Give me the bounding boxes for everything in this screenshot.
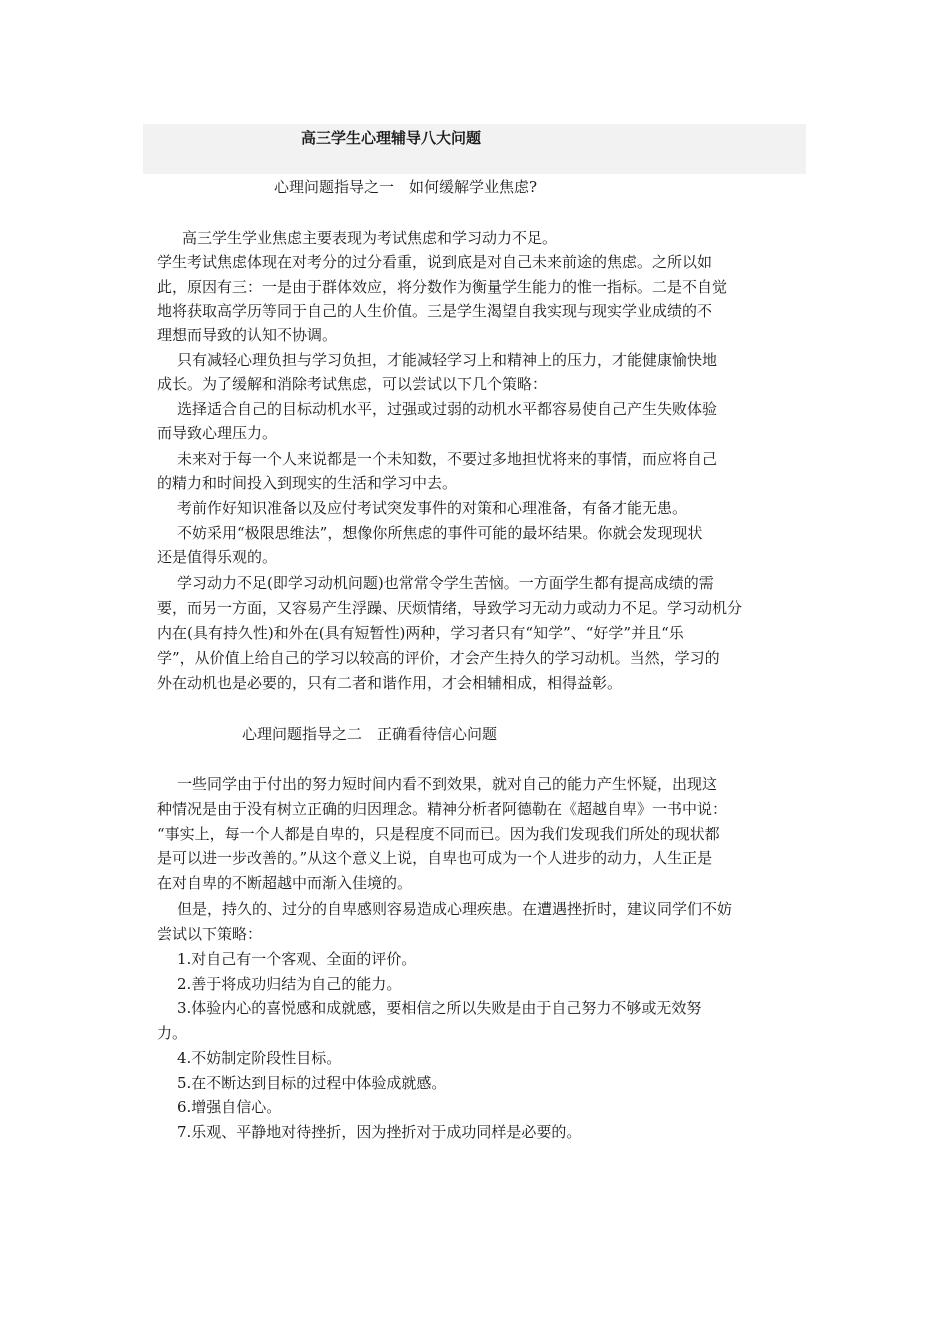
paragraph-line: 地将获取高学历等同于自己的人生价值。三是学生渴望自我实现与现实学业成绩的不 (157, 302, 713, 320)
paragraph-line: 但是，持久的、过分的自卑感则容易造成心理疾患。在遭遇挫折时，建议同学们不妨 (177, 900, 733, 918)
paragraph-line: “事实上，每一个人都是自卑的，只是程度不同而已。因为我们发现我们所处的现状都 (157, 825, 720, 843)
list-item: 5.在不断达到目标的过程中体验成就感。 (177, 1074, 447, 1092)
paragraph-line: 不妨采用“极限思维法”，想像你所焦虑的事件可能的最坏结果。你就会发现现状 (177, 524, 703, 542)
list-item: 7.乐观、平静地对待挫折，因为挫折对于成功同样是必要的。 (177, 1123, 582, 1141)
document-title: 高三学生心理辅导八大问题 (301, 129, 482, 147)
paragraph-line: 还是值得乐观的。 (157, 548, 278, 566)
list-item: 3.体验内心的喜悦感和成就感，要相信之所以失败是由于自己努力不够或无效努 (177, 999, 702, 1017)
paragraph-line: 学生考试焦虑体现在对考分的过分看重，说到底是对自己未来前途的焦虑。之所以如 (157, 253, 713, 271)
section-2-heading: 心理问题指导之二 正确看待信心问题 (242, 725, 498, 743)
paragraph-line: 考前作好知识准备以及应付考试突发事件的对策和心理准备，有备才能无患。 (177, 499, 688, 517)
paragraph-line: 外在动机也是必要的，只有二者和谐作用，才会相辅相成，相得益彰。 (157, 674, 623, 692)
paragraph-line: 的精力和时间投入到现实的生活和学习中去。 (157, 474, 458, 492)
paragraph-line: 未来对于每一个人来说都是一个未知数，不要过多地担忧将来的事情，而应将自己 (177, 450, 718, 468)
section-1-heading: 心理问题指导之一 如何缓解学业焦虑? (274, 178, 538, 196)
list-item: 4.不妨制定阶段性目标。 (177, 1049, 342, 1067)
paragraph-line: 只有减轻心理负担与学习负担，才能减轻学习上和精神上的压力，才能健康愉快地 (177, 351, 718, 369)
paragraph-line: 在对自卑的不断超越中而渐入佳境的。 (157, 874, 413, 892)
paragraph-line: 理想而导致的认知不协调。 (157, 326, 338, 344)
list-item: 力。 (157, 1024, 188, 1042)
paragraph-line: 种情况是由于没有树立正确的归因理念。精神分析者阿德勒在《超越自卑》一书中说： (157, 800, 728, 818)
paragraph-line: 而导致心理压力。 (157, 424, 278, 442)
paragraph-line: 此，原因有三：一是由于群体效应，将分数作为衡量学生能力的惟一指标。二是不自觉 (157, 278, 728, 296)
paragraph-line: 学”，从价值上给自己的学习以较高的评价，才会产生持久的学习动机。当然，学习的 (157, 649, 720, 667)
list-item: 1.对自己有一个客观、全面的评价。 (177, 950, 417, 968)
paragraph-line: 是可以进一步改善的。”从这个意义上说，自卑也可成为一个人进步的动力，人生正是 (157, 849, 713, 867)
paragraph-line: 尝试以下策略： (157, 925, 263, 943)
paragraph-line: 要，而另一方面，又容易产生浮躁、厌烦情绪，导致学习无动力或动力不足。学习动机分 (157, 599, 743, 617)
paragraph-line: 一些同学由于付出的努力短时间内看不到效果，就对自己的能力产生怀疑，出现这 (177, 775, 718, 793)
list-item: 2.善于将成功归结为自己的能力。 (177, 975, 402, 993)
paragraph-line: 高三学生学业焦虑主要表现为考试焦虑和学习动力不足。 (182, 229, 558, 247)
list-item: 6.增强自信心。 (177, 1098, 282, 1116)
paragraph-line: 选择适合自己的目标动机水平，过强或过弱的动机水平都容易使自己产生失败体验 (177, 400, 718, 418)
paragraph-line: 学习动力不足(即学习动机问题)也常常令学生苦恼。一方面学生都有提高成绩的需 (177, 574, 714, 592)
paragraph-line: 成长。为了缓解和消除考试焦虑，可以尝试以下几个策略： (157, 375, 548, 393)
paragraph-line: 内在(具有持久性)和外在(具有短暂性)两种，学习者只有“知学”、“好学”并且“乐 (157, 624, 684, 642)
